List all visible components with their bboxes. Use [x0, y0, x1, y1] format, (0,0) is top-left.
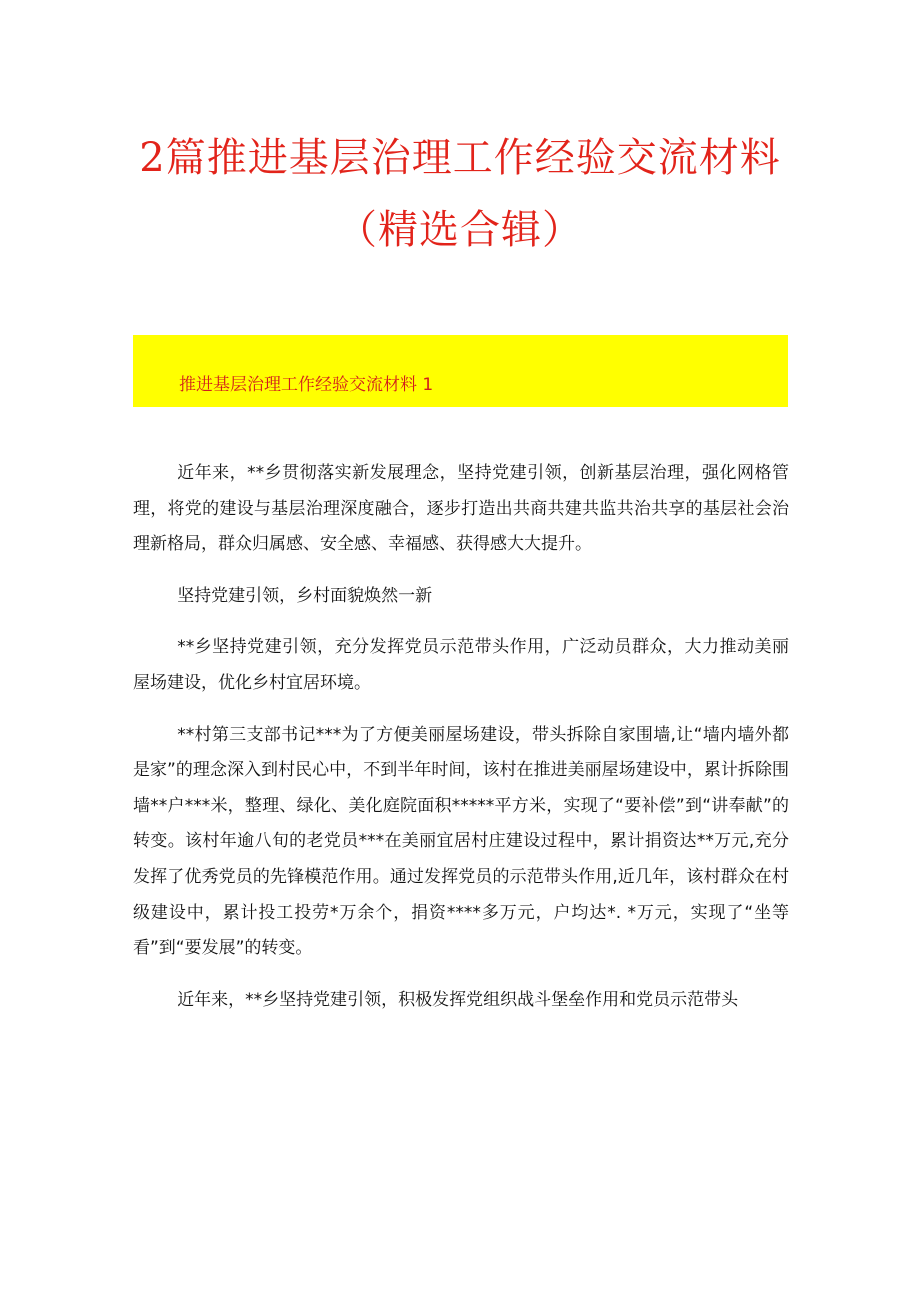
- section-heading-highlight: [133, 335, 788, 407]
- body-text: [133, 456, 789, 1018]
- paragraph-subheading: 坚持党建引领，乡村面貌焕然一新: [177, 585, 433, 606]
- document-subtitle: （精选合辑）: [337, 207, 583, 253]
- document-title: 2篇推进基层治理工作经验交流材料: [139, 135, 781, 181]
- paragraph-party-leadership: **乡坚持党建引领，充分发挥党员示范带头作用，广泛动员群众，大力推动美丽屋场建设，优化乡村宜居环境。: [133, 637, 789, 693]
- paragraph-continuation: 近年来，**乡坚持党建引领，积极发挥党组织战斗堡垒作用和党员示范带头: [177, 989, 739, 1010]
- paragraph-village-example: **村第三支部书记***为了方便美丽屋场建设，带头拆除自家围墙,让“墙内墙外都是家”的理念深入到村民心中，不到半年时间，该村在推进美丽屋场建设中，累计拆除围墙**户***米，整理、绿化、美化庭院面积*****平方米，实现了“要补偿”到“讲奉献”的转变。该村年逾八旬的老党员***在美丽宜居村庄建设过程中，累计捐资达**万元,充分发挥了优秀党员的先锋模范作用。通过发挥党员的示范带头作用,近几年，该村群众在村级建设中，累计投工投劳*万余个，捐资****多万元，户均达*. *万元，实现了“坐等看”到“要发展”的转变。: [133, 724, 789, 959]
- paragraph-intro: 近年来，**乡贯彻落实新发展理念，坚持党建引领，创新基层治理，强化网格管理，将党的建设与基层治理深度融合，逐步打造出共商共建共监共治共享的基层社会治理新格局，群众归属感、安全感、幸福感、获得感大大提升。: [133, 463, 789, 555]
- section-heading: 推进基层治理工作经验交流材料 1: [179, 375, 434, 395]
